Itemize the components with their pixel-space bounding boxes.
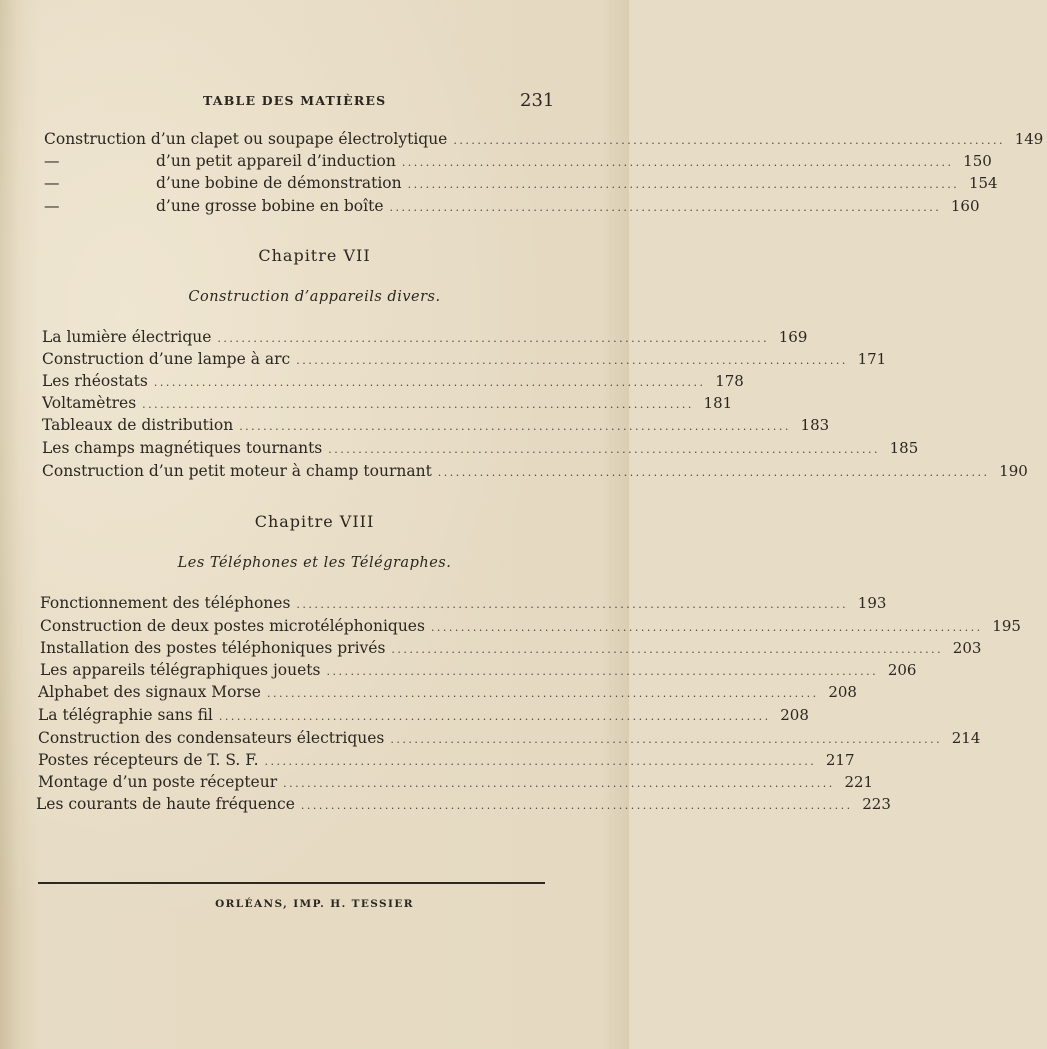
toc-entry-page: 181 bbox=[703, 394, 733, 412]
toc-entry-page: 208 bbox=[828, 683, 857, 701]
toc-entry bbox=[42, 416, 830, 438]
toc-entry bbox=[40, 639, 982, 661]
toc-entry-title: Construction d’un petit moteur à champ tournant bbox=[42, 462, 432, 480]
dot-leader: ............................................................................................ bbox=[296, 354, 848, 367]
ditto-dash: — bbox=[44, 197, 60, 215]
toc-entry-page: 160 bbox=[950, 197, 980, 215]
toc-entry bbox=[38, 751, 855, 773]
toc-entry-title: d’une grosse bobine en boîte bbox=[156, 197, 384, 215]
toc-entry bbox=[44, 130, 1044, 152]
chapter-subtitle: Construction d’appareils divers. bbox=[188, 289, 441, 305]
toc-entry-page: 149 bbox=[1014, 130, 1044, 148]
toc-entry-title: Alphabet des signaux Morse bbox=[38, 683, 261, 701]
toc-entry-title: La lumière électrique bbox=[42, 328, 212, 346]
toc-entry-page: 221 bbox=[844, 773, 874, 791]
dot-leader: ............................................................................................ bbox=[328, 443, 880, 456]
dot-leader: ............................................................................................ bbox=[389, 201, 942, 214]
chapter-subtitle: Les Téléphones et les Télégraphes. bbox=[177, 555, 452, 571]
toc-entry-title: Fonctionnement des téléphones bbox=[40, 594, 291, 612]
footer-rule bbox=[38, 882, 545, 884]
toc-entry-page: 214 bbox=[951, 729, 981, 747]
toc-entry-title: Construction de deux postes microtéléphoniques bbox=[40, 617, 425, 635]
toc-entry-page: 154 bbox=[968, 174, 998, 192]
toc-entry bbox=[42, 462, 1028, 484]
running-head bbox=[0, 90, 629, 114]
toc-entry bbox=[44, 197, 980, 219]
toc-entry-page: 193 bbox=[857, 594, 887, 612]
dot-leader: ............................................................................................ bbox=[283, 777, 835, 790]
toc-entry bbox=[40, 594, 887, 616]
toc-entry-page: 223 bbox=[862, 795, 891, 813]
toc-entry-title: Construction des condensateurs électriques bbox=[38, 729, 385, 747]
toc-entry-title: Montage d’un poste récepteur bbox=[38, 773, 278, 791]
dot-leader: ............................................................................................ bbox=[437, 466, 990, 479]
dot-leader: ............................................................................................ bbox=[153, 376, 706, 389]
dot-leader: ............................................................................................ bbox=[430, 621, 983, 634]
chapter-heading: Chapitre VII bbox=[258, 246, 371, 265]
toc-entry-page: 206 bbox=[887, 661, 917, 679]
toc-entry-title: d’un petit appareil d’induction bbox=[156, 152, 396, 170]
toc-entry bbox=[40, 661, 917, 683]
dot-leader: ............................................................................................ bbox=[217, 332, 770, 345]
toc-entry-title: La télégraphie sans fil bbox=[38, 706, 213, 724]
toc-entry bbox=[38, 683, 857, 705]
toc-entry-title: Tableaux de distribution bbox=[42, 416, 234, 434]
toc-entry-page: 190 bbox=[999, 462, 1028, 480]
toc-entry-title: Installation des postes téléphoniques privés bbox=[40, 639, 386, 657]
dot-leader: ............................................................................................ bbox=[407, 178, 960, 191]
toc-entry-title: Les appareils télégraphiques jouets bbox=[40, 661, 321, 679]
dot-leader: ............................................................................................ bbox=[142, 398, 694, 411]
dot-leader: ............................................................................................ bbox=[401, 156, 954, 169]
toc-entry-page: 195 bbox=[992, 617, 1021, 635]
dot-leader: ............................................................................................ bbox=[453, 134, 1006, 147]
chapter-heading: Chapitre VIII bbox=[254, 512, 375, 531]
toc-entry bbox=[42, 328, 808, 350]
toc-entry bbox=[36, 795, 891, 817]
dot-leader: ............................................................................................ bbox=[218, 710, 771, 723]
toc-entry-title: Construction d’un clapet ou soupape électrolytique bbox=[44, 130, 448, 148]
toc-entry-title: Les champs magnétiques tournants bbox=[42, 439, 323, 457]
toc-entry bbox=[38, 729, 981, 751]
toc-entry bbox=[38, 773, 874, 795]
toc-entry bbox=[38, 706, 809, 728]
toc-entry-page: 183 bbox=[800, 416, 830, 434]
dot-leader: ............................................................................................ bbox=[264, 755, 817, 768]
dot-leader: ............................................................................................ bbox=[239, 420, 791, 433]
toc-entry-page: 169 bbox=[778, 328, 808, 346]
toc-entry-title: d’une bobine de démonstration bbox=[156, 174, 402, 192]
toc-entry-title: Postes récepteurs de T. S. F. bbox=[38, 751, 259, 769]
running-title: TABLE DES MATIÈRES bbox=[203, 93, 387, 108]
toc-entry-title: Les courants de haute fréquence bbox=[36, 795, 295, 813]
dot-leader: ............................................................................................ bbox=[326, 665, 879, 678]
toc-entry-title: Les rhéostats bbox=[42, 372, 148, 390]
dot-leader: ............................................................................................ bbox=[296, 598, 849, 611]
toc-entry bbox=[42, 350, 887, 372]
toc-entry-page: 150 bbox=[963, 152, 992, 170]
toc-entry bbox=[42, 372, 744, 394]
printer-imprint: ORLÉANS, IMP. H. TESSIER bbox=[215, 898, 414, 910]
toc-entry bbox=[42, 394, 733, 416]
toc-entry bbox=[40, 617, 1021, 639]
toc-entry-title: Voltamètres bbox=[42, 394, 137, 412]
toc-entry-title: Construction d’une lampe à arc bbox=[42, 350, 291, 368]
dot-leader: ............................................................................................ bbox=[391, 643, 944, 656]
toc-entry-page: 217 bbox=[825, 751, 855, 769]
toc-entry-page: 208 bbox=[780, 706, 809, 724]
toc-entry bbox=[44, 174, 998, 196]
page-number: 231 bbox=[520, 90, 555, 111]
ditto-dash: — bbox=[44, 174, 60, 192]
toc-entry bbox=[44, 152, 992, 174]
dot-leader: ............................................................................................ bbox=[390, 733, 943, 746]
dot-leader: ............................................................................................ bbox=[300, 799, 853, 812]
ditto-dash: — bbox=[44, 152, 60, 170]
dot-leader: ............................................................................................ bbox=[266, 687, 819, 700]
toc-entry-page: 178 bbox=[715, 372, 744, 390]
toc-entry-page: 171 bbox=[857, 350, 887, 368]
toc-entry-page: 203 bbox=[952, 639, 982, 657]
toc-entry bbox=[42, 439, 919, 461]
toc-entry-page: 185 bbox=[889, 439, 919, 457]
